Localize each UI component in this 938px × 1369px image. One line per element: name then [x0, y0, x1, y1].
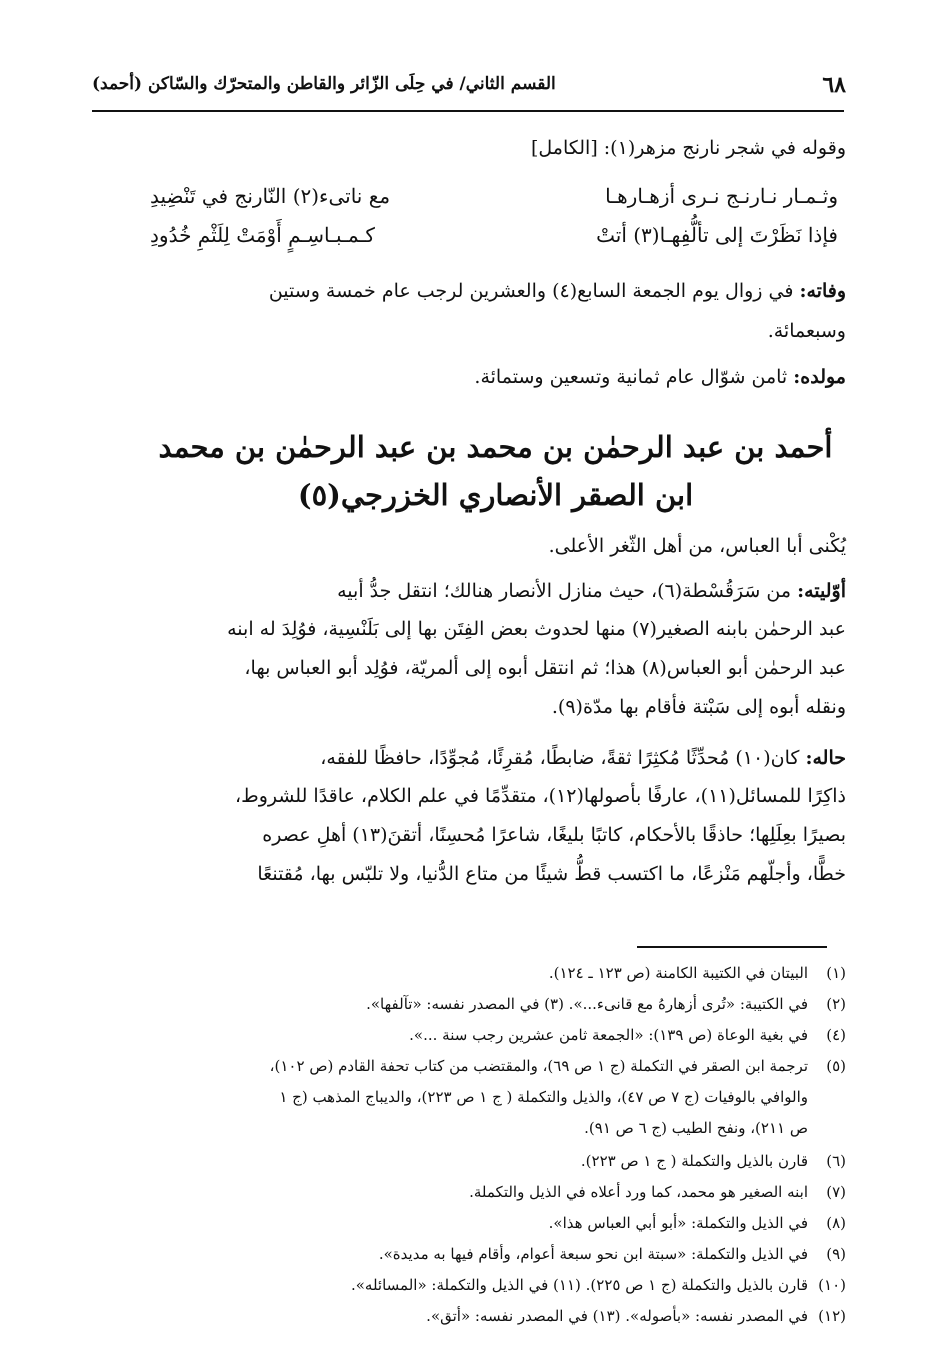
status-line-2: ذاكِرًا للمسائل(١١)، عارفًا بأصولها(١٢)، متقدِّمًا في علم الكلام، عاقدًا للشروط،	[235, 785, 846, 807]
footnote-text: في الكتيبة: «تُرى أزهارهُ مع قانىء...». (٣) في المصدر نفسه: «تآلفها».	[366, 995, 808, 1013]
status-line-4: خطًّا، وأجلّهم مَنْزعًا، ما اكتسب قطُّ شيئًا من متاع الدُّنيا، ولا تلبّس بها، مُقتنعًا	[257, 863, 846, 885]
footnote-number: (٤)	[826, 1026, 846, 1044]
verse-intro: وقوله في شجر نارنج مزهر(١): [الكامل]	[530, 137, 846, 159]
footnote-number: (١٢)	[818, 1307, 846, 1325]
verse-2-hemistich-1: فإذا نَظَرْتَ إلى تألُّفِهـا(٣) أتتْ	[596, 223, 838, 247]
biography-title-line-2: ابن الصقر الأنصاري الخزرجي(٥)	[297, 478, 694, 512]
verse-2-hemistich-2: كـمـبـاسِـمٍ أَوْمَتْ لِلَثْمِ خُدُودِ	[150, 223, 375, 247]
header-divider	[92, 110, 844, 112]
footnote-number: (١٠)	[818, 1276, 846, 1294]
status-label: حاله:	[805, 747, 846, 769]
death-paragraph	[96, 278, 846, 304]
footnote-number: (١)	[826, 964, 846, 982]
kunya-line: يُكْنى أبا العباس، من أهل الثّغر الأعلى.	[548, 535, 846, 557]
biography-title-line-1: أحمد بن عبد الرحمٰن بن محمد بن عبد الرحمٰن بن محمد	[158, 430, 833, 464]
footnote-text: ترجمة ابن الصقر في التكملة (ج ١ ص ٦٩)، والمقتضب من كتاب تحفة القادم (ص ١٠٢)،	[269, 1057, 808, 1075]
origins-line-4: ونقله أبوه إلى سَبْتة فأقام بها مدّة(٩).	[551, 696, 846, 718]
birth-text: ثامن شوّال عام ثمانية وتسعين وستمائة.	[474, 366, 788, 388]
origins-line-2: عبد الرحمٰن بابنه الصغير(٧) منها لحدوث بعض الفِتَن بها إلى بَلَنْسِية، فوُلِدَ له ابنه	[227, 618, 846, 640]
running-header: القسم الثاني/ في حِلَى الزّائر والقاطن والمتحرّك والسّاكن (أحمد)	[92, 74, 556, 94]
death-label: وفاته:	[799, 280, 846, 302]
footnote-number: (٢)	[826, 995, 846, 1013]
verse-1-hemistich-1: وثـمـار نـارنـج نـرى أزهـارهـا	[605, 184, 838, 208]
footnote-text: قارن بالذيل والتكملة ( ج ١ ص ٢٢٣).	[580, 1152, 808, 1170]
verse-1-hemistich-2: مع ناتىء(٢) النّارنج في تَنْضِيدِ	[150, 184, 391, 208]
footnote-continuation: والوافي بالوفيات (ج ٧ ص ٤٧)، والذيل والتكملة ( ج ١ ص ٢٢٣)، والديباج المذهب (ج ١	[279, 1088, 808, 1106]
footnote-text: قارن بالذيل والتكملة (ج ١ ص ٢٢٥). (١١) في الذيل والتكملة: «المسائله».	[350, 1276, 808, 1294]
footnote-text: ابنه الصغير هو محمد، كما ورد أعلاه في الذيل والتكملة.	[469, 1183, 808, 1201]
footnote-divider	[637, 946, 827, 948]
origins-line-3: عبد الرحمٰن أبو العباس(٨) هذا؛ ثم انتقل أبوه إلى ألمريّة، فوُلِد أبو العباس بها،	[244, 657, 846, 679]
footnote-text: في الذيل والتكملة: «سبتة ابن نحو سبعة أعوام، وأقام فيها به مديدة».	[378, 1245, 808, 1263]
birth-label: مولده:	[793, 366, 846, 388]
footnote-text: في المصدر نفسه: «بأصوله». (١٣) في المصدر نفسه: «أتق».	[426, 1307, 808, 1325]
birth-paragraph	[96, 364, 846, 390]
origins-label: أوّليته:	[797, 580, 846, 602]
origins-line-1	[96, 578, 846, 604]
footnote-text: البيتان في الكتيبة الكامنة (ص ١٢٣ ـ ١٢٤).	[548, 964, 808, 982]
status-line-1	[96, 745, 846, 771]
footnote-number: (٦)	[826, 1152, 846, 1170]
page-number: ٦٨	[822, 72, 846, 98]
footnote-number: (٥)	[826, 1057, 846, 1075]
origins-text: من سَرَقُسْطة(٦)، حيث منازل الأنصار هنالك؛ انتقل جدُّ أبيه	[337, 580, 792, 602]
footnote-text: في بغية الوعاة (ص ١٣٩): «الجمعة ثامن عشرين رجب سنة ...».	[409, 1026, 808, 1044]
footnote-number: (٧)	[826, 1183, 846, 1201]
status-line-3: بصيرًا بعِلَلِها؛ حاذقًا بالأحكام، كاتبًا بليغًا، شاعرًا مُحسِنًا، أتقنَ(١٣) أهلِ عصره	[262, 824, 846, 846]
footnote-number: (٨)	[826, 1214, 846, 1232]
footnote-text: في الذيل والتكملة: «أبو أبي العباس هذا».	[548, 1214, 808, 1232]
status-text: كان(١٠) مُحدِّثًا مُكثِرًا ثقةً، ضابطًا، مُقرِئًا، مُجوِّدًا، حافظًا للفقه،	[320, 747, 800, 769]
footnote-number: (٩)	[826, 1245, 846, 1263]
footnote-continuation: ص ٢١١)، ونفح الطيب (ج ٦ ص ٩١).	[584, 1119, 808, 1137]
death-text-cont: وسبعمائة.	[767, 320, 846, 342]
death-text: في زوال يوم الجمعة السابع(٤) والعشرين لرجب عام خمسة وستين	[268, 280, 794, 302]
